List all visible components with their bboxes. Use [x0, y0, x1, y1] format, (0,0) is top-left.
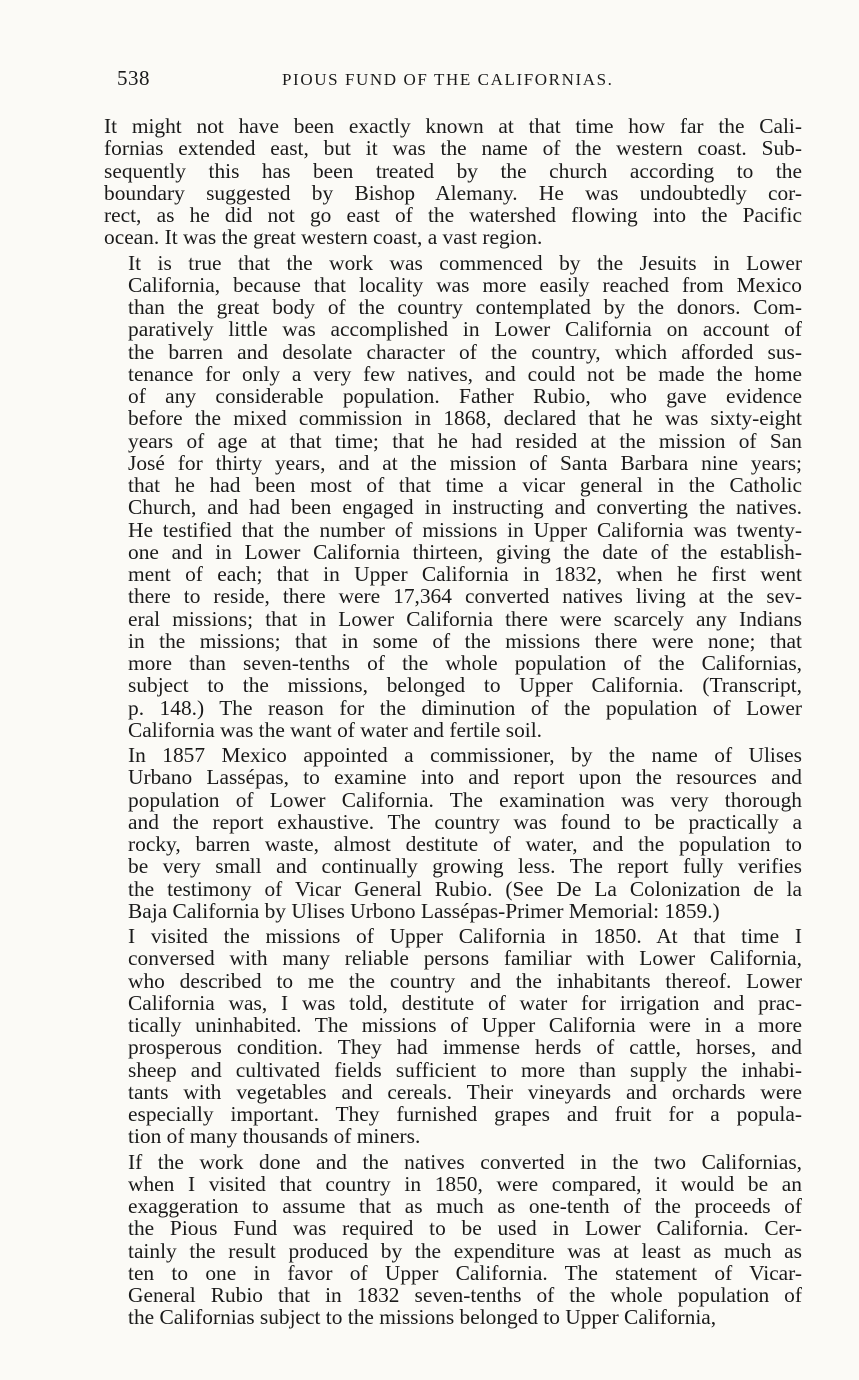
running-head: PIOUS FUND OF THE CALIFORNIAS.: [282, 70, 614, 89]
text-line: sequently this has been treated by the church according to the: [104, 158, 802, 183]
text-line: rect, as he did not go east of the watershed flowing into the Pacific: [104, 203, 802, 227]
text-line: who described to me the country and the inhabitants thereof. Lower: [128, 968, 802, 993]
text-line: eral missions; that in Lower California there were scarcely any Indians: [128, 606, 802, 631]
paragraph: [104, 1151, 802, 1329]
text-line: subject to the missions, belonged to Upper California. (Transcript,: [128, 673, 802, 698]
text-line: and the report exhaustive. The country was found to be practically a: [128, 809, 802, 834]
text-line: If the work done and the natives converted in the two Californias,: [128, 1149, 802, 1174]
text-line: California was, I was told, destitute of water for irrigation and prac-: [128, 990, 802, 1015]
text-line: boundary suggested by Bishop Alemany. He was undoubtedly cor-: [104, 180, 802, 205]
text-line: ocean. It was the great western coast, a vast region.: [104, 225, 543, 250]
text-line: the testimony of Vicar General Rubio. (See De La Colonization de la: [128, 876, 802, 901]
text-line: prosperous condition. They had immense herds of cattle, horses, and: [128, 1035, 802, 1060]
text-line: p. 148.) The reason for the diminution of the population of Lower: [128, 695, 802, 720]
text-line: be very small and continually growing less. The report fully verifies: [128, 854, 802, 879]
text-line: fornias extended east, but it was the name of the western coast. Sub-: [104, 136, 802, 161]
text-line: sheep and cultivated fields sufficient to more than supply the inhabi-: [128, 1057, 802, 1082]
text-line: when I visited that country in 1850, were compared, it would be an: [128, 1171, 802, 1196]
text-line: Baja California by Ulises Urbono Lassépas-Primer Memorial: 1859.): [128, 898, 720, 923]
body-text: [104, 115, 802, 1329]
text-line: tion of many thousands of miners.: [128, 1124, 421, 1149]
page-number: 538: [117, 66, 150, 90]
text-line: one and in Lower California thirteen, giving the date of the establish-: [128, 539, 802, 564]
text-line: population of Lower California. The examination was very thorough: [128, 787, 802, 812]
text-line: It is true that the work was commenced by the Jesuits in Lower: [128, 250, 802, 275]
text-line: General Rubio that in 1832 seven-tenths of the whole population of: [128, 1283, 802, 1307]
text-line: than the great body of the country contemplated by the donors. Com-: [128, 295, 802, 319]
text-line: of any considerable population. Father Rubio, who gave evidence: [128, 384, 802, 408]
text-line: more than seven-tenths of the whole population of the Californias,: [128, 651, 802, 675]
text-line: California was the want of water and fertile soil.: [128, 717, 543, 742]
page-header: [117, 66, 802, 96]
paragraph: [104, 115, 802, 249]
text-line: It might not have been exactly known at that time how far the Cali-: [104, 114, 802, 138]
text-line: California, because that locality was more easily reached from Mexico: [128, 272, 802, 297]
text-line: that he had been most of that time a vicar general in the Catholic: [128, 473, 802, 497]
text-line: ment of each; that in Upper California in 1832, when he first went: [128, 562, 802, 586]
text-line: I visited the missions of Upper California in 1850. At that time I: [128, 924, 802, 948]
text-line: the Californias subject to the missions belonged to Upper California,: [128, 1305, 717, 1330]
text-line: Church, and had been engaged in instructing and converting the natives.: [128, 495, 802, 520]
text-line: in the missions; that in some of the missions there were none; that: [128, 628, 802, 653]
text-line: paratively little was accomplished in Lower California on account of: [128, 317, 802, 342]
paragraph: [104, 252, 802, 742]
text-line: José for thirty years, and at the mission of Santa Barbara nine years;: [128, 450, 802, 475]
text-line: rocky, barren waste, almost destitute of water, and the population to: [128, 832, 802, 856]
text-line: especially important. They furnished grapes and fruit for a popula-: [128, 1102, 802, 1126]
text-line: there to reside, there were 17,364 converted natives living at the sev-: [128, 584, 802, 609]
text-line: ten to one in favor of Upper California. The statement of Vicar-: [128, 1260, 802, 1285]
text-line: tants with vegetables and cereals. Their vineyards and orchards were: [128, 1079, 802, 1104]
text-line: tenance for only a very few natives, and could not be made the home: [128, 361, 802, 386]
text-line: the barren and desolate character of the country, which afforded sus-: [128, 339, 802, 364]
text-line: In 1857 Mexico appointed a commissioner, by the name of Ulises: [128, 743, 802, 767]
text-line: before the mixed commission in 1868, declared that he was sixty-eight: [128, 406, 802, 431]
paragraph: [104, 744, 802, 922]
text-line: Urbano Lassépas, to examine into and report upon the resources and: [128, 765, 802, 790]
text-line: He testified that the number of missions in Upper California was twenty-: [128, 517, 802, 542]
text-line: tainly the result produced by the expenditure was at least as much as: [128, 1238, 802, 1263]
text-line: years of age at that time; that he had resided at the mission of San: [128, 428, 802, 453]
text-line: exaggeration to assume that as much as one-tenth of the proceeds of: [128, 1194, 802, 1218]
text-line: tically uninhabited. The missions of Upper California were in a more: [128, 1013, 802, 1037]
text-line: the Pious Fund was required to be used in Lower California. Cer-: [128, 1216, 802, 1241]
text-line: conversed with many reliable persons familiar with Lower California,: [128, 946, 802, 971]
paragraph: [104, 925, 802, 1148]
